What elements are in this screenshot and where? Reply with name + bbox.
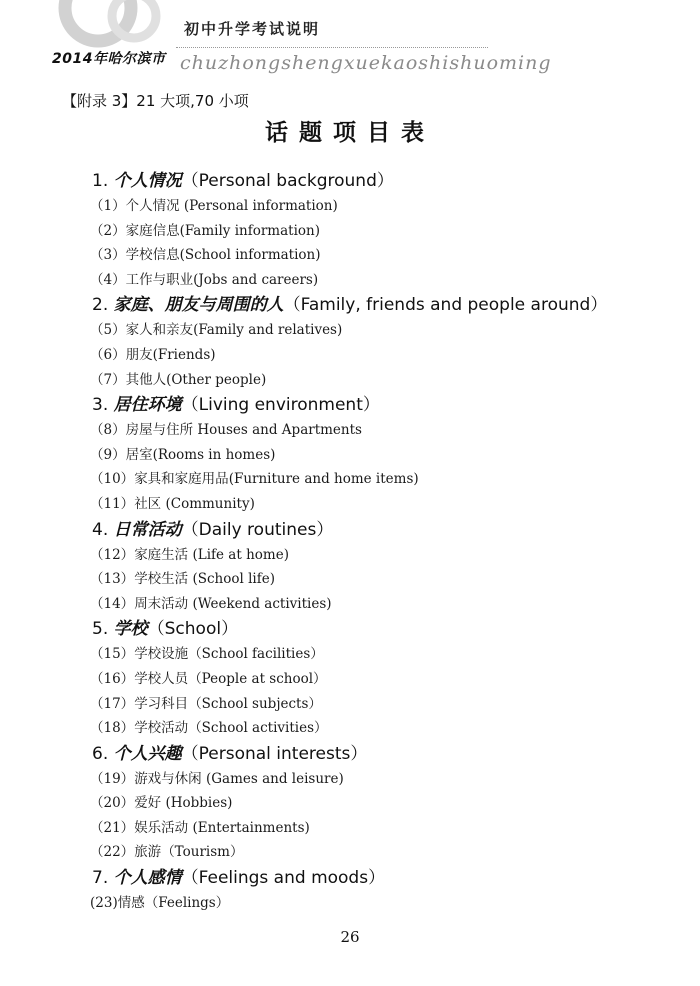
item-title-en: (School information) (179, 247, 321, 264)
section-title-en: （Feelings and moods） (181, 868, 386, 889)
item-number: (23) (90, 895, 118, 912)
item-number: （2） (90, 222, 126, 239)
list-item (90, 467, 652, 492)
header-pinyin: chuzhongshengxuekaoshishuoming (180, 52, 552, 74)
item-title-en: Houses and Apartments (197, 422, 362, 439)
item-title-en: (Family information) (179, 222, 320, 239)
item-title-zh: 房屋与住所 (125, 422, 194, 439)
item-number: （1） (90, 198, 126, 214)
appendix-label: 【附录 3】21 大项,70 小项 (62, 92, 249, 110)
list-item (90, 592, 652, 617)
item-title-en: (Life at home) (192, 546, 289, 563)
section-title-en: （Personal interests） (181, 743, 368, 764)
item-title-en: (Hobbies) (165, 795, 233, 812)
list-item (90, 268, 652, 293)
list-item (90, 816, 652, 841)
section-heading (92, 616, 652, 642)
item-title-zh: 社区 (134, 495, 162, 512)
item-title-en: (Personal information) (183, 198, 338, 214)
section-title-en: （Personal background） (181, 171, 394, 191)
section-heading (92, 392, 652, 418)
item-title-en: （People at school） (188, 670, 327, 687)
section-heading (92, 865, 652, 891)
section-title-en: （School） (147, 619, 239, 640)
list-item (90, 692, 652, 717)
item-number: （3） (90, 247, 126, 264)
brand-year: 2014年哈尔滨市 (52, 51, 166, 67)
section-number: 6. (92, 743, 109, 764)
item-number: （4） (90, 271, 126, 288)
item-title-zh: 家具和家庭用品 (134, 471, 229, 488)
list-item (90, 318, 652, 343)
item-title-en: (Community) (165, 495, 255, 512)
section-title-zh: 学校 (113, 619, 148, 640)
item-title-zh: 娱乐活动 (134, 819, 189, 836)
item-title-en: （School subjects） (188, 695, 322, 712)
item-title-en: (Other people) (166, 371, 267, 388)
list-item (90, 219, 652, 244)
section-title-zh: 个人感情 (113, 868, 182, 889)
header-title: 初中升学考试说明 (184, 20, 321, 38)
list-item (90, 543, 652, 568)
section-title-zh: 日常活动 (113, 519, 182, 540)
list-item (90, 343, 652, 368)
section-title-zh: 居住环境 (113, 395, 182, 416)
item-title-en: (Furniture and home items) (228, 471, 419, 488)
section-number: 4. (92, 519, 109, 540)
section-title-zh: 个人情况 (113, 171, 182, 191)
item-title-zh: 学习科目 (134, 695, 189, 712)
item-title-en: (Entertainments) (192, 819, 310, 836)
item-title-zh: 学校信息 (125, 247, 180, 264)
item-title-zh: 学校人员 (134, 670, 189, 687)
item-title-zh: 居室 (125, 446, 153, 463)
item-number: （20） (90, 795, 135, 812)
item-number: （19） (90, 770, 135, 787)
section-title-zh: 个人兴趣 (113, 743, 182, 764)
item-number: （7） (90, 371, 126, 388)
section-number: 5. (92, 619, 109, 640)
list-item (90, 443, 652, 468)
item-title-en: (Rooms in homes) (152, 446, 276, 463)
list-item (90, 243, 652, 268)
page-number: 26 (340, 928, 360, 946)
section-number: 7. (92, 868, 109, 889)
item-number: （12） (90, 546, 135, 563)
list-item (90, 840, 652, 865)
item-title-zh: 游戏与休闲 (134, 770, 202, 787)
header-divider (176, 47, 488, 48)
section-title-en: （Daily routines） (181, 519, 334, 540)
item-title-zh: 爱好 (134, 795, 162, 812)
list-item (90, 891, 652, 916)
item-number: （15） (90, 646, 135, 663)
item-title-zh: 学校活动 (134, 720, 189, 737)
list-item (90, 767, 652, 792)
list-item (90, 368, 652, 393)
section-number: 2. (92, 295, 109, 316)
item-number: （18） (90, 720, 135, 737)
section-heading (92, 168, 652, 194)
list-item (90, 567, 652, 592)
item-title-en: （Feelings） (144, 895, 230, 912)
item-title-zh: 家庭生活 (134, 546, 189, 563)
item-title-zh: 情感 (117, 895, 145, 912)
section-title-zh: 家庭、朋友与周围的人 (113, 295, 284, 316)
page-title: 话题项目表 (265, 119, 435, 146)
item-title-en: (Weekend activities) (192, 595, 332, 612)
list-item (90, 791, 652, 816)
item-title-en: (Jobs and careers) (193, 271, 319, 288)
item-title-zh: 工作与职业 (125, 271, 194, 288)
section-title-en: （Family, friends and people around） (283, 295, 608, 316)
item-number: （8） (90, 422, 126, 439)
list-item (90, 418, 652, 443)
item-number: （10） (90, 471, 135, 488)
list-item (90, 642, 652, 667)
item-number: （11） (90, 495, 135, 512)
list-item (90, 492, 652, 517)
topic-list (92, 168, 652, 916)
section-title-en: （Living environment） (181, 395, 380, 416)
section-heading (92, 517, 652, 543)
section-heading (92, 292, 652, 318)
section-heading (92, 741, 652, 767)
item-title-zh: 学校生活 (134, 571, 189, 588)
item-title-zh: 家人和亲友 (125, 322, 194, 339)
item-title-zh: 学校设施 (134, 646, 189, 663)
item-number: （21） (90, 819, 135, 836)
item-number: （17） (90, 695, 135, 712)
item-title-zh: 其他人 (125, 371, 167, 388)
section-number: 3. (92, 395, 109, 416)
item-number: （5） (90, 322, 126, 339)
item-title-en: （School activities） (188, 720, 328, 737)
item-title-en: （School facilities） (188, 646, 324, 663)
item-number: （13） (90, 571, 135, 588)
item-title-zh: 朋友 (125, 346, 153, 363)
page-header (0, 0, 700, 95)
item-number: （6） (90, 346, 126, 363)
item-title-zh: 家庭信息 (125, 222, 180, 239)
item-number: （14） (90, 595, 135, 612)
item-title-en: （Tourism） (161, 844, 244, 861)
item-number: （16） (90, 670, 135, 687)
section-number: 1. (92, 171, 109, 191)
item-title-zh: 旅游 (134, 844, 162, 861)
item-number: （9） (90, 446, 126, 463)
list-item (90, 716, 652, 741)
item-title-zh: 个人情况 (125, 198, 180, 214)
item-title-zh: 周末活动 (134, 595, 189, 612)
item-title-en: (Friends) (152, 346, 216, 363)
item-title-en: (Family and relatives) (193, 322, 343, 339)
list-item (90, 194, 652, 219)
item-title-en: (Games and leisure) (205, 770, 344, 787)
item-number: （22） (90, 844, 135, 861)
list-item (90, 667, 652, 692)
item-title-en: (School life) (192, 571, 276, 588)
